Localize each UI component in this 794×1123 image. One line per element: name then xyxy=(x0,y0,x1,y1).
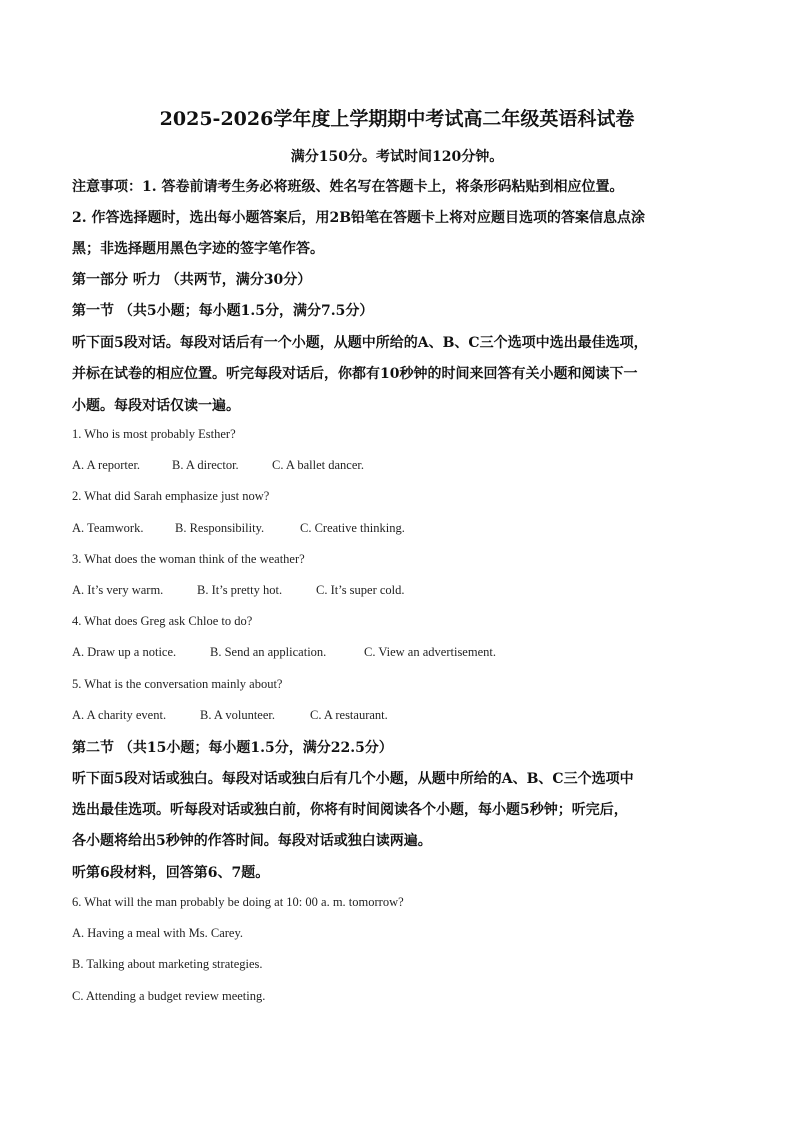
notes-line-2: 2. 作答选择题时，选出每小题答案后，用2B铅笔在答题卡上将对应题目选项的答案信息点涂 xyxy=(72,210,646,226)
question-6-option-a: A. Having a meal with Ms. Carey. xyxy=(72,926,244,940)
section1-instruction-2: 并标在试卷的相应位置。听完每段对话后，你都有10秒钟的时间来回答有关小题和阅读下一 xyxy=(72,366,638,382)
option-b: B. A director. xyxy=(172,458,239,472)
notes-line-3: 黑；非选择题用黑色字迹的签字笔作答。 xyxy=(72,241,324,257)
option-a: A. It’s very warm. xyxy=(72,583,164,597)
question-1: 1. Who is most probably Esther? xyxy=(72,427,236,441)
question-3-options xyxy=(72,583,405,598)
option-c: C. A restaurant. xyxy=(310,708,388,722)
material-6-heading: 听第6段材料，回答第6、7题。 xyxy=(72,865,270,881)
option-b: B. It’s pretty hot. xyxy=(197,583,283,597)
question-4-options xyxy=(72,645,496,660)
option-c: C. View an advertisement. xyxy=(364,645,496,659)
question-6: 6. What will the man probably be doing at 10: 00 a. m. tomorrow? xyxy=(72,895,404,909)
section1-instruction-3: 小题。每段对话仅读一遍。 xyxy=(72,398,240,414)
section1-heading: 第一节 （共5小题；每小题1.5分，满分7.5分） xyxy=(72,303,374,319)
notes-line-1: 注意事项：1. 答卷前请考生务必将班级、姓名写在答题卡上，将条形码粘贴到相应位置。 xyxy=(72,179,624,195)
exam-title: 2025-2026学年度上学期期中考试高二年级英语科试卷 xyxy=(159,108,635,130)
option-c: C. Creative thinking. xyxy=(300,521,405,535)
option-a: A. A charity event. xyxy=(72,708,167,722)
section2-heading: 第二节 （共15小题；每小题1.5分，满分22.5分） xyxy=(72,740,393,756)
question-2-options xyxy=(72,521,405,536)
option-c: C. It’s super cold. xyxy=(316,583,405,597)
option-b: B. Responsibility. xyxy=(175,521,265,535)
option-a: A. Teamwork. xyxy=(72,521,144,535)
question-4: 4. What does Greg ask Chloe to do? xyxy=(72,614,253,628)
section2-instruction-3: 各小题将给出5秒钟的作答时间。每段对话或独白读两遍。 xyxy=(72,833,432,849)
question-1-options xyxy=(72,458,364,473)
option-b: B. Send an application. xyxy=(210,645,327,659)
question-6-option-c: C. Attending a budget review meeting. xyxy=(72,989,266,1003)
part1-heading: 第一部分 听力 （共两节，满分30分） xyxy=(72,272,312,288)
question-2: 2. What did Sarah emphasize just now? xyxy=(72,489,270,503)
option-a: A. A reporter. xyxy=(72,458,141,472)
question-5: 5. What is the conversation mainly about? xyxy=(72,677,283,691)
option-a: A. Draw up a notice. xyxy=(72,645,177,659)
question-3: 3. What does the woman think of the weather? xyxy=(72,552,305,566)
question-6-option-b: B. Talking about marketing strategies. xyxy=(72,957,263,971)
exam-subtitle: 满分150分。考试时间120分钟。 xyxy=(290,149,504,165)
question-5-options xyxy=(72,708,388,723)
section2-instruction-1: 听下面5段对话或独白。每段对话或独白后有几个小题，从题中所给的A、B、C三个选项中 xyxy=(72,771,634,787)
option-c: C. A ballet dancer. xyxy=(272,458,364,472)
option-b: B. A volunteer. xyxy=(200,708,275,722)
section2-instruction-2: 选出最佳选项。听每段对话或独白前，你将有时间阅读各个小题，每小题5秒钟；听完后， xyxy=(72,802,628,818)
section1-instruction-1: 听下面5段对话。每段对话后有一个小题，从题中所给的A、B、C三个选项中选出最佳选项， xyxy=(72,335,648,351)
